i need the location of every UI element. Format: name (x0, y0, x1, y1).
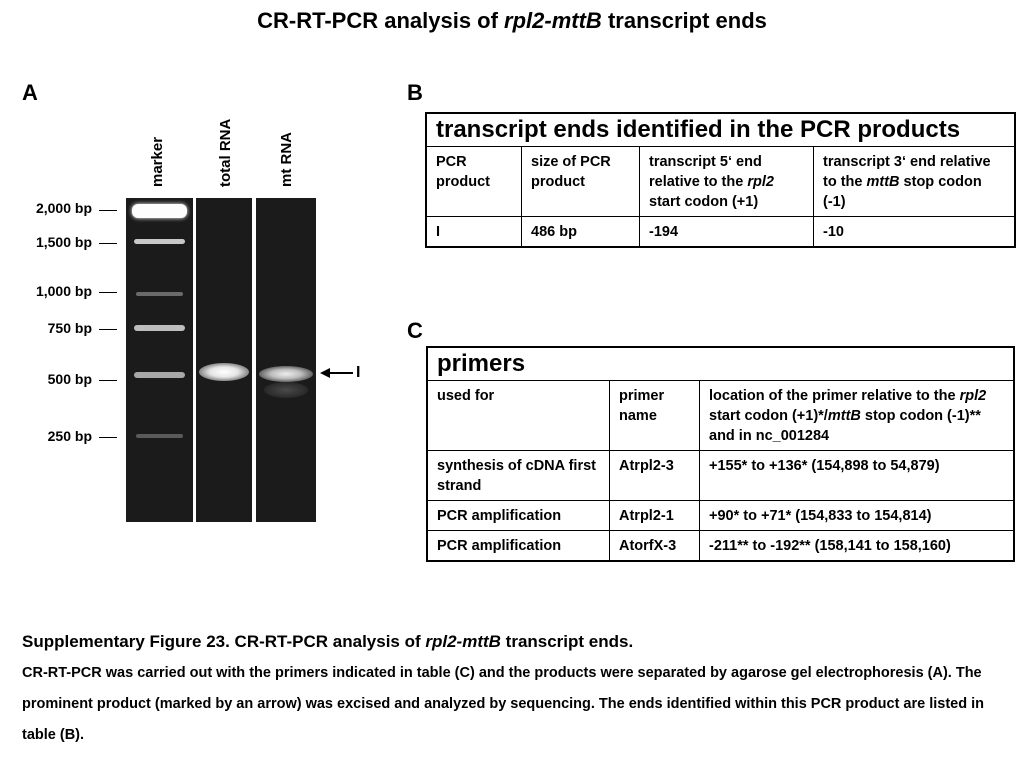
title-text-pre: CR-RT-PCR analysis of (257, 8, 505, 33)
marker-tick-250 (99, 437, 117, 438)
marker-band-250 (136, 434, 183, 438)
marker-label-250: 250 bp (47, 428, 92, 444)
gel-lane-mt-rna (256, 198, 316, 522)
table-c-header-used-for: used for (427, 381, 610, 451)
marker-band-2000 (132, 204, 187, 218)
marker-tick-1500 (99, 243, 117, 244)
marker-band-750 (134, 325, 185, 331)
table-row (426, 217, 1015, 248)
table-b-cell: I (426, 217, 522, 248)
table-row (427, 451, 1014, 501)
table-b (425, 112, 1016, 248)
table-b-cell: 486 bp (522, 217, 640, 248)
table-c-header-location: location of the primer relative to the rpl2 start codon (+1)*/mttB stop codon (-1)** and in nc_001284 (700, 381, 1015, 451)
figure-caption (22, 632, 1012, 751)
gel-lane-marker (126, 198, 193, 522)
marker-band-500 (134, 372, 185, 378)
table-b-heading: transcript ends identified in the PCR products (426, 113, 1015, 147)
mt-rna-product-band (259, 366, 313, 382)
panel-label-b: B (407, 80, 423, 105)
table-c-cell: +90* to +71* (154,833 to 154,814) (700, 501, 1015, 531)
marker-band-1000 (136, 292, 183, 296)
table-c-cell: Atrpl2-1 (610, 501, 700, 531)
marker-tick-1000 (99, 292, 117, 293)
marker-band-1500 (134, 239, 185, 244)
marker-label-500: 500 bp (47, 371, 92, 387)
left-arrow-icon (320, 364, 354, 382)
table-c-cell: +155* to +136* (154,898 to 54,879) (700, 451, 1015, 501)
product-label: I (356, 364, 361, 381)
marker-tick-500 (99, 380, 117, 381)
table-b-cell: -10 (814, 217, 1016, 248)
lane-label-mt-rna: mt RNA (278, 132, 295, 187)
table-c-cell: PCR amplification (427, 531, 610, 562)
panel-label-c: C (407, 318, 423, 343)
caption-body: CR-RT-PCR was carried out with the primers indicated in table (C) and the products were separated by agarose gel electrophoresis (A). The prominent product (marked by an arrow) was excised and analyzed by sequencing. The ends identified within this PCR product are listed in table (B). (22, 665, 985, 743)
table-b-header-5-end: transcript 5‘ end relative to the rpl2 start codon (+1) (640, 147, 814, 217)
table-b-header-pcr-product: PCR product (426, 147, 522, 217)
panel-label-a: A (22, 80, 38, 105)
title-text-post: transcript ends (601, 8, 767, 33)
table-row (427, 531, 1014, 562)
table-c-cell: synthesis of cDNA first strand (427, 451, 610, 501)
lane-label-total-rna: total RNA (217, 118, 234, 187)
marker-label-750: 750 bp (47, 320, 92, 336)
table-c-header-primer-name: primer name (610, 381, 700, 451)
marker-label-1500: 1,500 bp (35, 234, 92, 250)
figure-title (0, 8, 1024, 34)
marker-label-2000: 2,000 bp (35, 200, 92, 216)
marker-tick-750 (99, 329, 117, 330)
title-gene-name: rpl2-mttB (504, 8, 602, 33)
table-c (426, 346, 1015, 562)
table-c-cell: -211** to -192** (158,141 to 158,160) (700, 531, 1015, 562)
table-b-header-3-end: transcript 3‘ end relative to the mttB stop codon (-1) (814, 147, 1016, 217)
marker-tick-2000 (99, 210, 117, 211)
table-b-cell: -194 (640, 217, 814, 248)
gel-lane-total-rna (196, 198, 252, 522)
lane-label-marker: marker (149, 136, 166, 187)
caption-title: Supplementary Figure 23. CR-RT-PCR analysis of rpl2-mttB transcript ends. (22, 632, 634, 651)
table-c-cell: AtorfX-3 (610, 531, 700, 562)
table-c-cell: Atrpl2-3 (610, 451, 700, 501)
table-c-heading: primers (427, 347, 1014, 381)
table-row (427, 501, 1014, 531)
total-rna-product-band (199, 363, 249, 381)
table-c-cell: PCR amplification (427, 501, 610, 531)
mt-rna-smear (264, 382, 308, 398)
table-b-header-size: size of PCR product (522, 147, 640, 217)
marker-label-1000: 1,000 bp (35, 283, 92, 299)
